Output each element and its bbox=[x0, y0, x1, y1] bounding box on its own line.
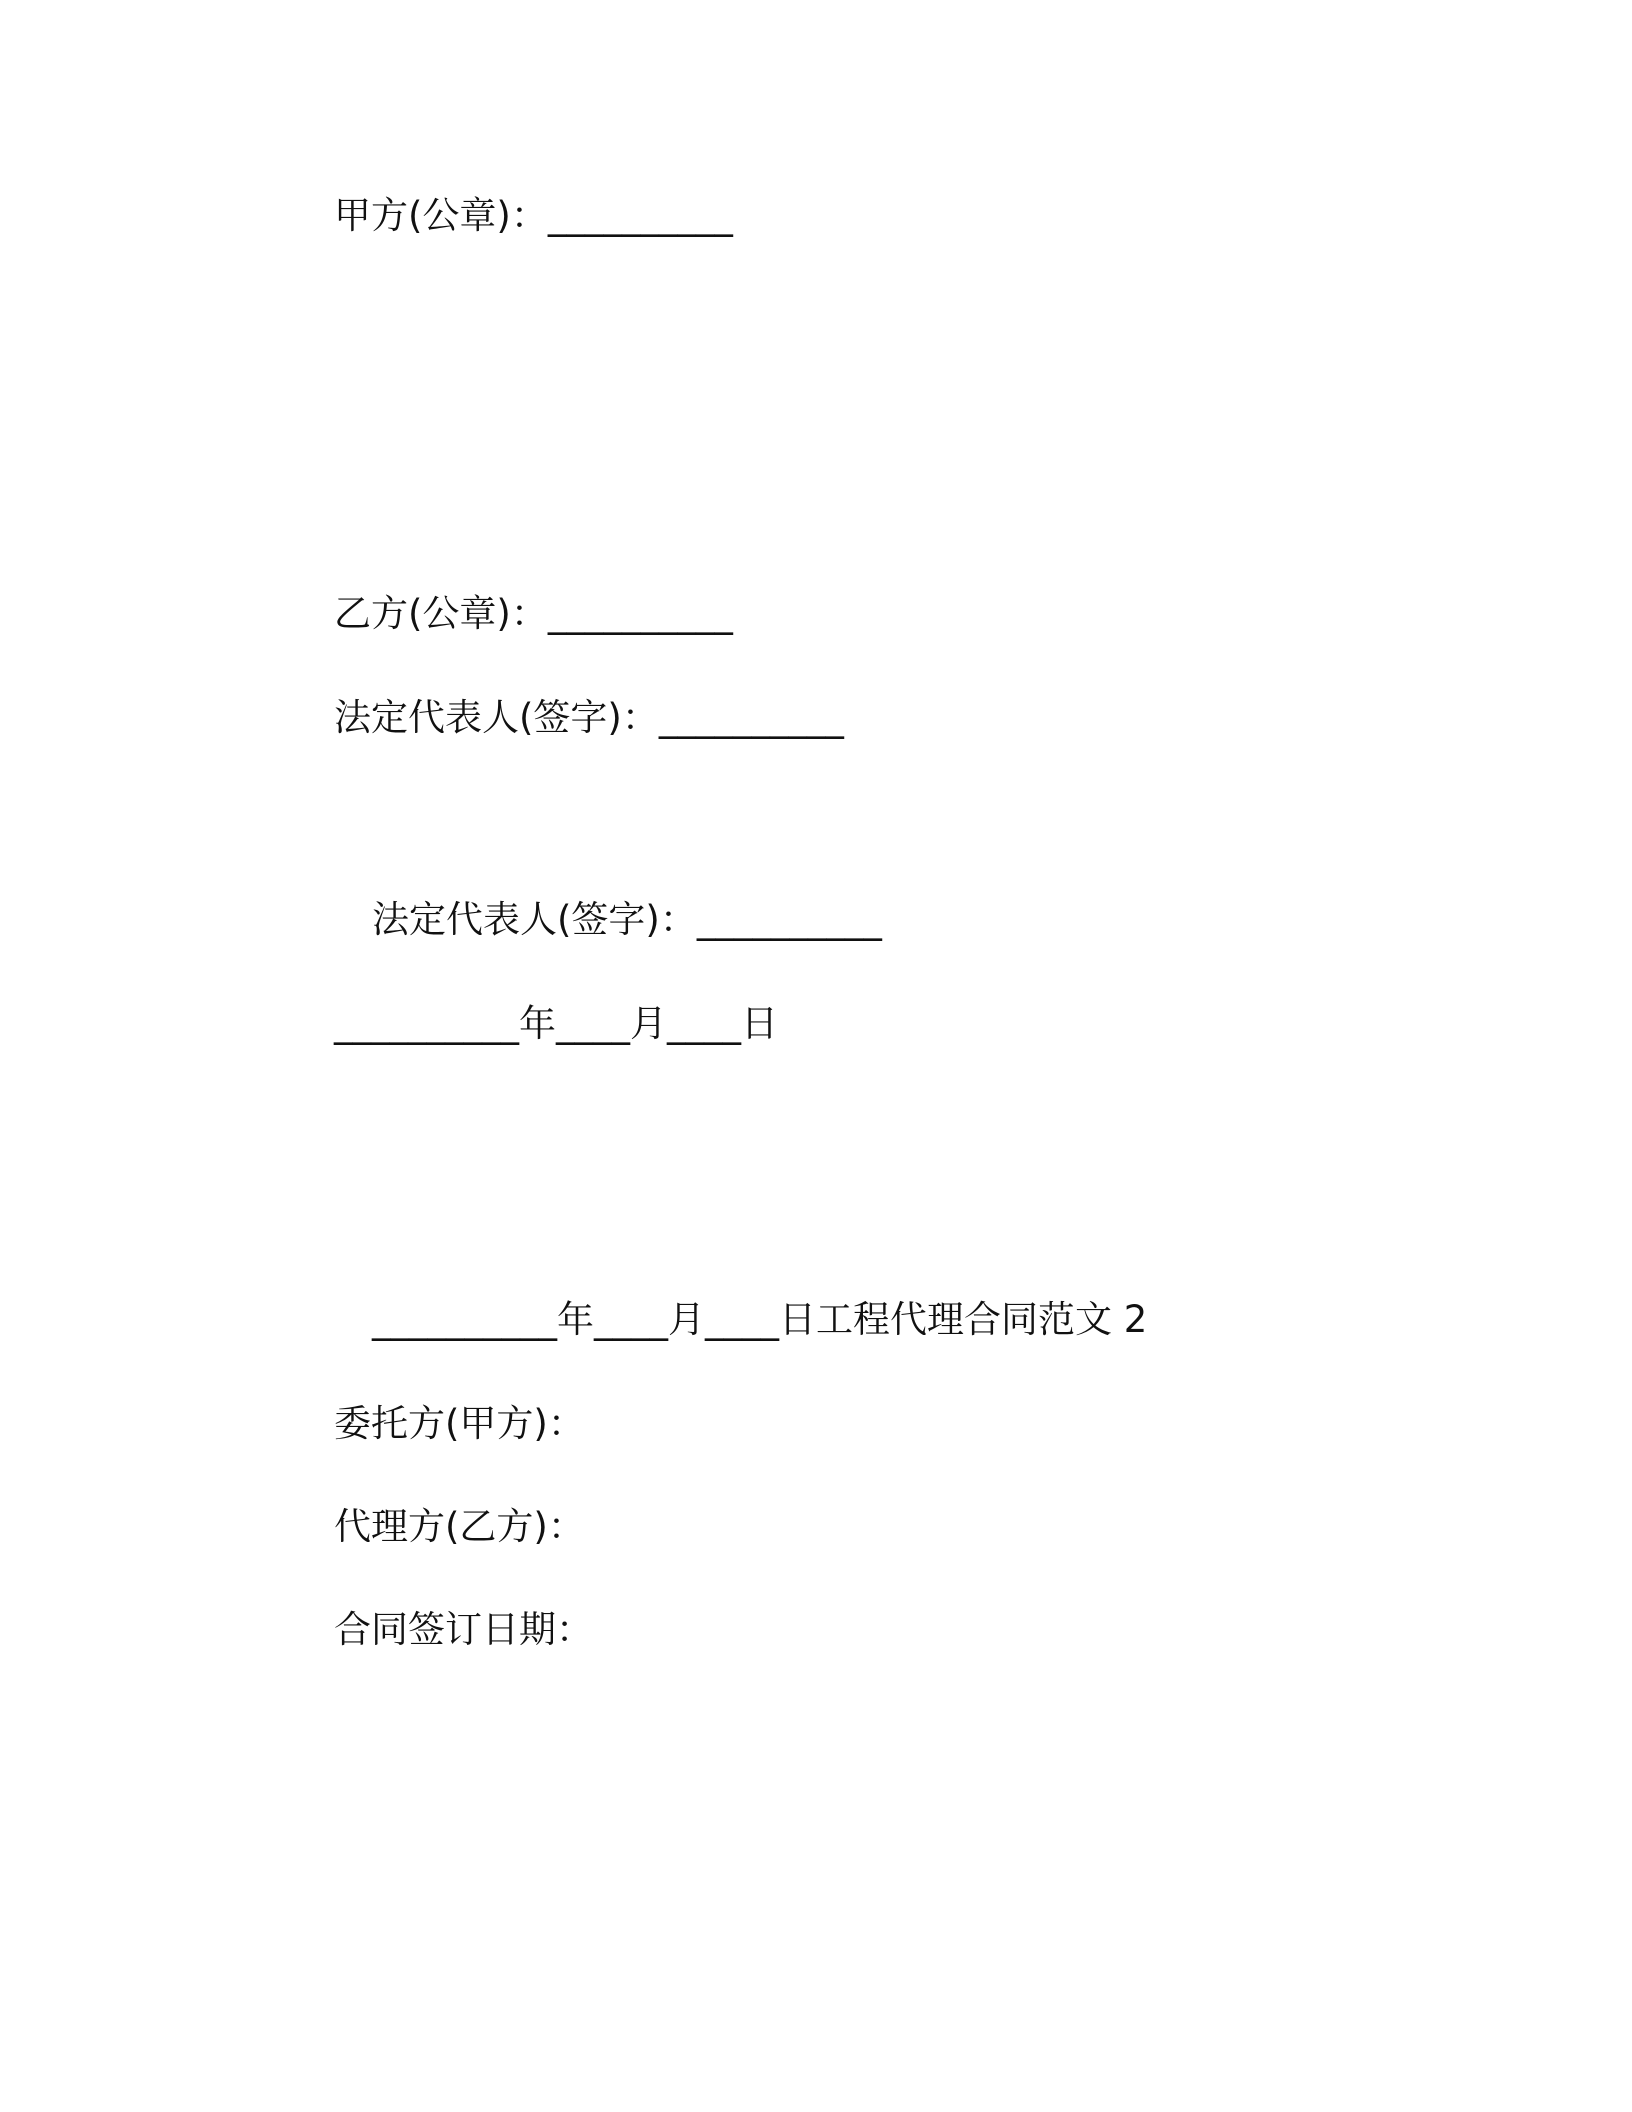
party-b-seal-line: 乙方(公章)：__________ bbox=[334, 592, 733, 635]
party-a-seal-line: 甲方(公章)：__________ bbox=[334, 194, 733, 237]
contract-signing-date-line: 合同签订日期： bbox=[334, 1608, 593, 1651]
legal-representative-signature-line: 法定代表人(签字)：__________ bbox=[334, 696, 844, 739]
agent-party-b-line: 代理方(乙方)： bbox=[334, 1505, 585, 1548]
legal-representative-signature-line-indented: 法定代表人(签字)：__________ bbox=[372, 898, 882, 941]
date-line: __________年____月____日 bbox=[334, 1002, 778, 1045]
date-and-contract-title-line: __________年____月____日工程代理合同范文 2 bbox=[372, 1298, 1148, 1341]
client-party-a-line: 委托方(甲方)： bbox=[334, 1402, 585, 1445]
